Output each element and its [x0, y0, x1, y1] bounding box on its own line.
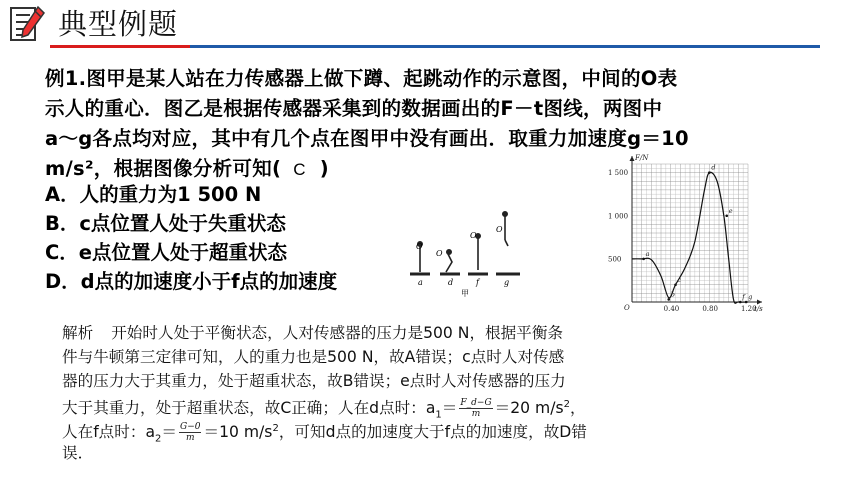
- question-line-2: 示人的重心．图乙是根据传感器采集到的数据画出的F－t图线，两图中: [45, 97, 663, 120]
- point-label-d: d: [711, 163, 716, 172]
- subscript-1: 1: [435, 409, 442, 421]
- center-label-g: O: [496, 225, 503, 234]
- point-label-g: g: [504, 278, 510, 287]
- options-list: [45, 180, 337, 296]
- point-label-g: g: [748, 293, 753, 301]
- result-d: ＝20 m/s: [494, 399, 564, 418]
- superscript-1: 2: [563, 399, 570, 410]
- result-f: ＝10 m/s: [203, 423, 273, 442]
- point-label-e: e: [728, 206, 733, 215]
- chart-axes: [630, 156, 763, 305]
- figure-jia: [408, 206, 526, 298]
- question-line-4-close: ): [319, 157, 329, 180]
- x-tick-label: 0.80: [702, 305, 718, 313]
- option-c: C．e点位置人处于超重状态: [45, 241, 288, 264]
- point-label-a: a: [418, 278, 423, 287]
- point-b: [667, 298, 670, 301]
- y-tick-label: 1 000: [608, 212, 629, 221]
- point-g: [745, 301, 748, 304]
- point-d: [708, 171, 711, 174]
- analysis-line-6: 误．: [62, 444, 94, 462]
- center-label-a: O: [416, 242, 423, 251]
- x-tick-label: 0.40: [663, 305, 680, 313]
- point-c: [674, 283, 677, 286]
- origin-label: O: [624, 304, 630, 312]
- option-a: A．人的重力为1 500 N: [45, 183, 262, 206]
- point-label-a: a: [645, 249, 650, 258]
- checklist-pencil-icon: [8, 3, 46, 43]
- analysis-line-4: [62, 393, 852, 421]
- analysis-label: 解析: [62, 324, 94, 342]
- center-label-d: O: [436, 249, 443, 258]
- analysis-block: [62, 321, 852, 465]
- analysis-line-1: [62, 321, 852, 345]
- analysis-line-1-text: 开始时人处于平衡状态，人对传感器的压力是500 N，根据平衡条: [111, 324, 564, 342]
- analysis-line-5-tail: ，可知d点的加速度大于f点的加速度，故D错: [278, 423, 587, 442]
- y-tick-label: 500: [608, 255, 622, 264]
- y-tick-label: 1 500: [608, 169, 629, 178]
- title-underline: [190, 45, 820, 48]
- x-tick-label: 1.20: [741, 305, 757, 313]
- point-f: [739, 301, 742, 304]
- question-line-4-text: m/s²，根据图像分析可知(: [45, 157, 282, 180]
- point-label-f: f: [476, 278, 479, 287]
- page-title: 典型例题: [58, 7, 179, 41]
- equals-1: ＝: [441, 399, 458, 418]
- fraction-f-numerator: G−0: [180, 422, 201, 433]
- y-axis-arrow: [630, 156, 635, 161]
- option-b: B．c点位置人处于失重状态: [45, 212, 286, 235]
- question-line-1: 例1.图甲是某人站在力传感器上做下蹲、起跳动作的示意图，中间的O表: [45, 67, 678, 90]
- fraction-f-denominator: m: [185, 433, 195, 444]
- center-label-f: O: [470, 231, 477, 240]
- figure-caption-jia: 甲: [461, 289, 469, 298]
- figure-yi-chart: [600, 150, 775, 320]
- point-label-d: d: [448, 278, 454, 287]
- point-label-b: b: [670, 290, 675, 299]
- point-a: [642, 258, 645, 261]
- subscript-2: 2: [155, 433, 162, 445]
- analysis-line-5-text: 人在f点时：a: [62, 423, 156, 442]
- analysis-line-4-text: 大于其重力，处于超重状态，故C正确；人在d点时：a: [62, 399, 436, 418]
- superscript-2: 2: [272, 423, 279, 434]
- x-axis-label: t/s: [754, 305, 763, 313]
- analysis-line-5: [62, 417, 852, 445]
- fraction-d-denominator: m: [471, 409, 481, 420]
- y-axis-label: F/N: [635, 154, 649, 162]
- fraction-f: [179, 422, 201, 443]
- point-e: [725, 214, 728, 217]
- comma-1: ，: [569, 399, 586, 418]
- point-label-f: f: [742, 293, 745, 301]
- fraction-d-numerator: F_d−G: [460, 398, 492, 409]
- x-axis-arrow: [757, 300, 762, 305]
- title-underline-accent: [50, 45, 190, 48]
- question-line-3: a～g各点均对应，其中有几个点在图甲中没有画出．取重力加速度g＝10: [45, 127, 689, 150]
- answer-mark: C: [293, 160, 306, 179]
- point-label-c: c: [677, 275, 682, 284]
- option-d: D．d点的加速度小于f点的加速度: [45, 270, 338, 293]
- analysis-line-2: 件与牛顿第三定律可知，人的重力也是500 N，故A错误；c点时人对传感: [62, 348, 565, 366]
- analysis-line-3: 器的压力大于其重力，处于超重状态，故B错误；e点时人对传感器的压力: [62, 372, 566, 390]
- equals-2: ＝: [161, 423, 177, 442]
